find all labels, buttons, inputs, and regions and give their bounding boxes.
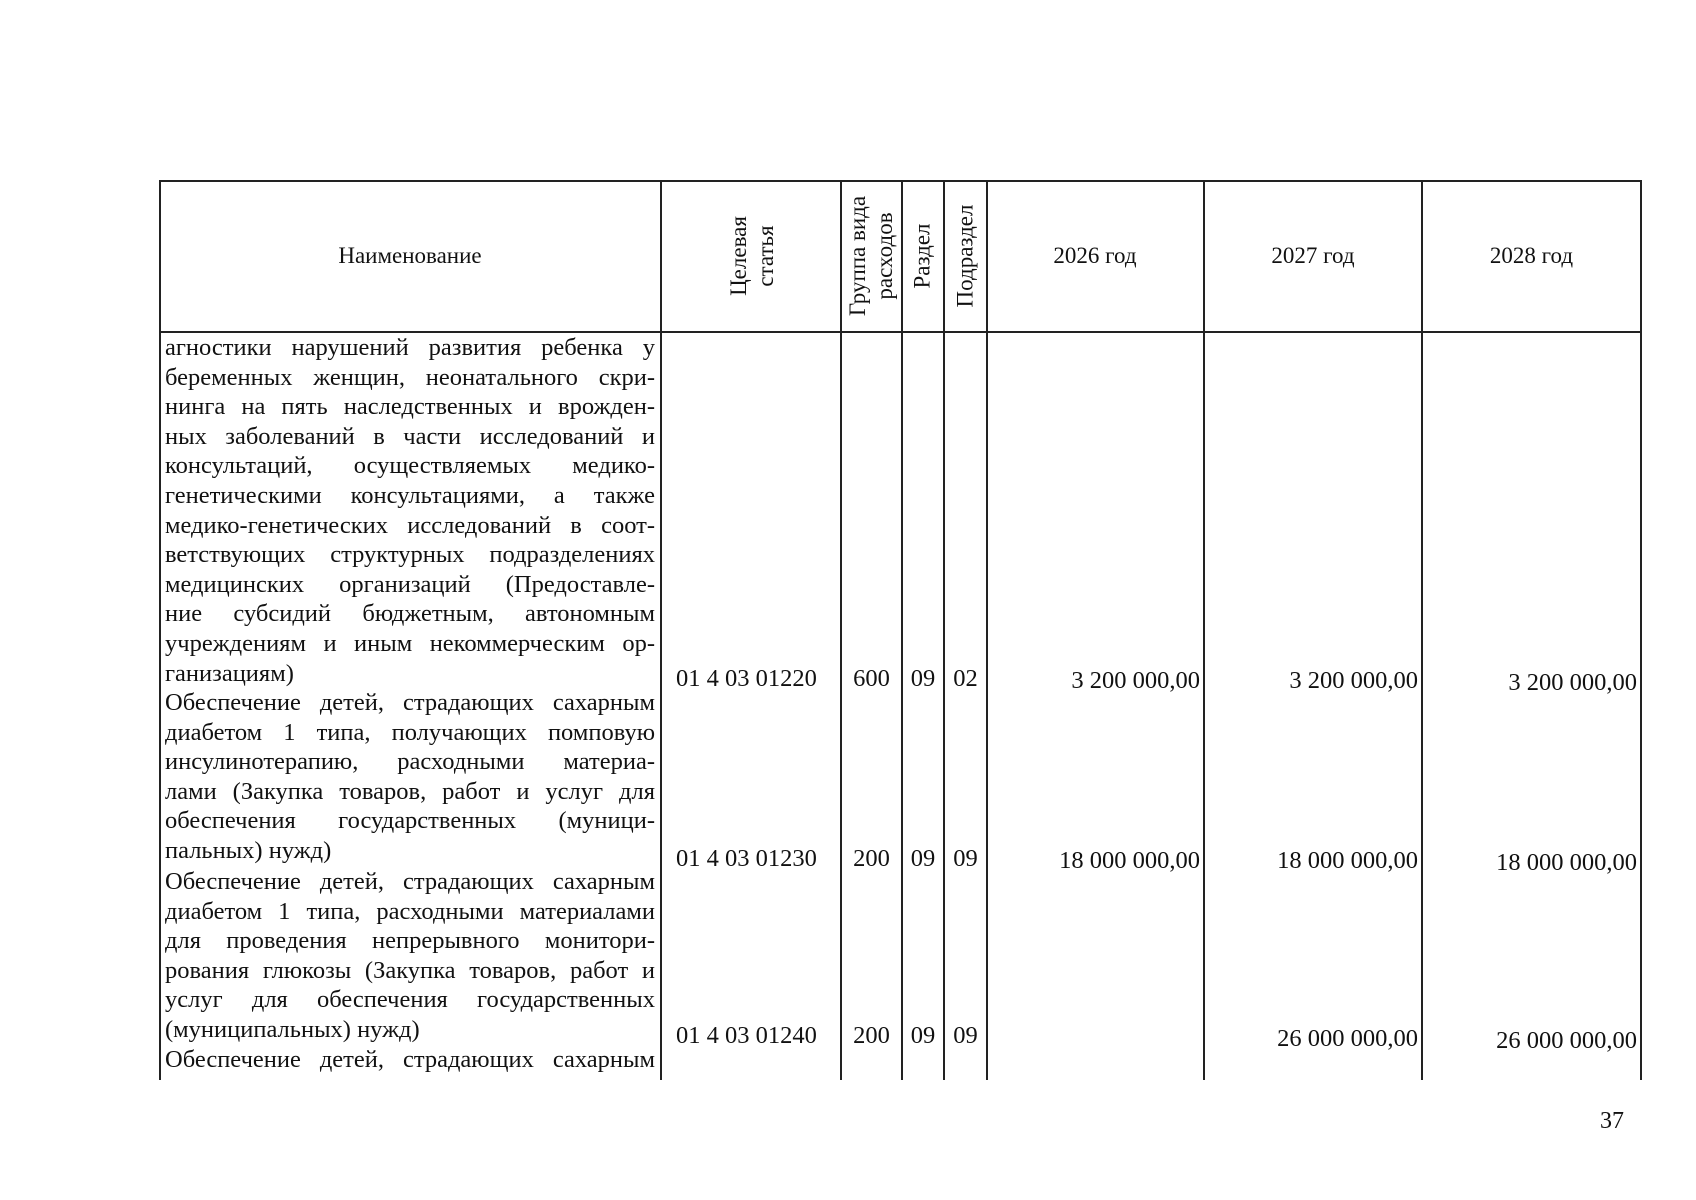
header-target-article [725,216,779,296]
row-section: 09 [910,665,936,692]
name-line: агностики нарушений развития ребенка у [165,334,655,361]
row-expense-group: 200 [853,1022,890,1049]
row-amount-2027: 18 000 000,00 [1277,847,1418,874]
row-subsection: 02 [953,665,978,692]
name-line: пальных) нужд) [165,836,332,864]
row-amount-2028: 26 000 000,00 [1496,1027,1637,1054]
row-target-article: 01 4 03 01230 [676,845,817,872]
col-border-name [660,180,662,1080]
row-amount-2028: 3 200 000,00 [1508,669,1637,696]
header-2027: 2027 год [1271,243,1355,268]
row-amount-2026: 18 000 000,00 [1059,847,1200,874]
row-amount-2028: 18 000 000,00 [1496,849,1637,876]
header-section: Раздел [909,223,935,289]
name-line: нинга на пять наследственных и врожден- [165,393,655,421]
row-name [165,867,655,1045]
name-line: медико-генетических исследований в соот- [165,511,655,539]
row-amount-2027: 3 200 000,00 [1289,667,1418,694]
name-line: медицинских организаций (Предоставле- [165,570,655,598]
header-2028: 2028 год [1489,243,1574,268]
name-line: (муниципальных) нужд) [165,1015,420,1043]
name-line: ганизациям) [165,659,294,687]
name-line: рования глюкозы (Закупка товаров, работ и [165,956,655,984]
header-subsection: Подраздел [952,204,978,308]
name-line: консультаций, осуществляемых медико- [165,452,655,480]
row-expense-group: 600 [853,665,890,692]
row-subsection: 09 [953,1022,978,1049]
col-border-group [901,180,903,1080]
row-subsection: 09 [953,845,978,872]
row-name [165,688,655,866]
name-line: учреждениям и иным некоммерческим ор- [165,629,655,657]
row-section: 09 [910,845,936,872]
name-line: диабетом 1 типа, расходными материалами [165,897,655,925]
header-target-line2: статья [753,225,778,287]
header-2026: 2026 год [1053,243,1137,268]
header-name: Наименование [338,243,482,268]
row-amount-2026: 3 200 000,00 [1071,667,1200,694]
name-line: диабетом 1 типа, получающих помповую [165,718,655,746]
name-line: лами (Закупка товаров, работ и услуг для [165,777,655,805]
page-number: 37 [1600,1108,1624,1134]
row-section: 09 [910,1022,936,1049]
name-line: беременных женщин, неонатального скри- [165,363,655,391]
header-group-line2: расходов [872,212,897,300]
col-border-right [1640,180,1642,1080]
name-line: Обеспечение детей, страдающих сахарным [165,1046,655,1073]
name-line: для проведения непрерывного монитори- [165,927,655,955]
row-expense-group: 200 [853,845,890,872]
header-expense-group [844,196,898,316]
name-line: инсулинотерапию, расходными материа- [165,748,655,776]
name-line: ветствующих структурных подразделениях [165,541,655,569]
name-line: обеспечения государственных (муници- [165,807,655,835]
row-target-article: 01 4 03 01240 [676,1022,817,1049]
col-border-section [943,180,945,1080]
name-line: Обеспечение детей, страдающих сахарным [165,689,655,716]
header-group-line1: Группа вида [845,195,870,317]
row-target-article: 01 4 03 01220 [676,665,817,692]
name-line: услуг для обеспечения государственных [165,986,655,1014]
name-line: ние субсидий бюджетным, автономным [165,600,655,628]
name-line: ных заболеваний в части исследований и [165,422,655,450]
name-line: Обеспечение детей, страдающих сахарным [165,868,655,895]
header-target-line1: Целевая [726,216,751,296]
row-name [165,1045,655,1075]
col-border-target [840,180,842,1080]
row-amount-2027: 26 000 000,00 [1277,1025,1418,1052]
row-name [165,333,655,688]
name-line: генетическими консультациями, а также [165,481,655,509]
